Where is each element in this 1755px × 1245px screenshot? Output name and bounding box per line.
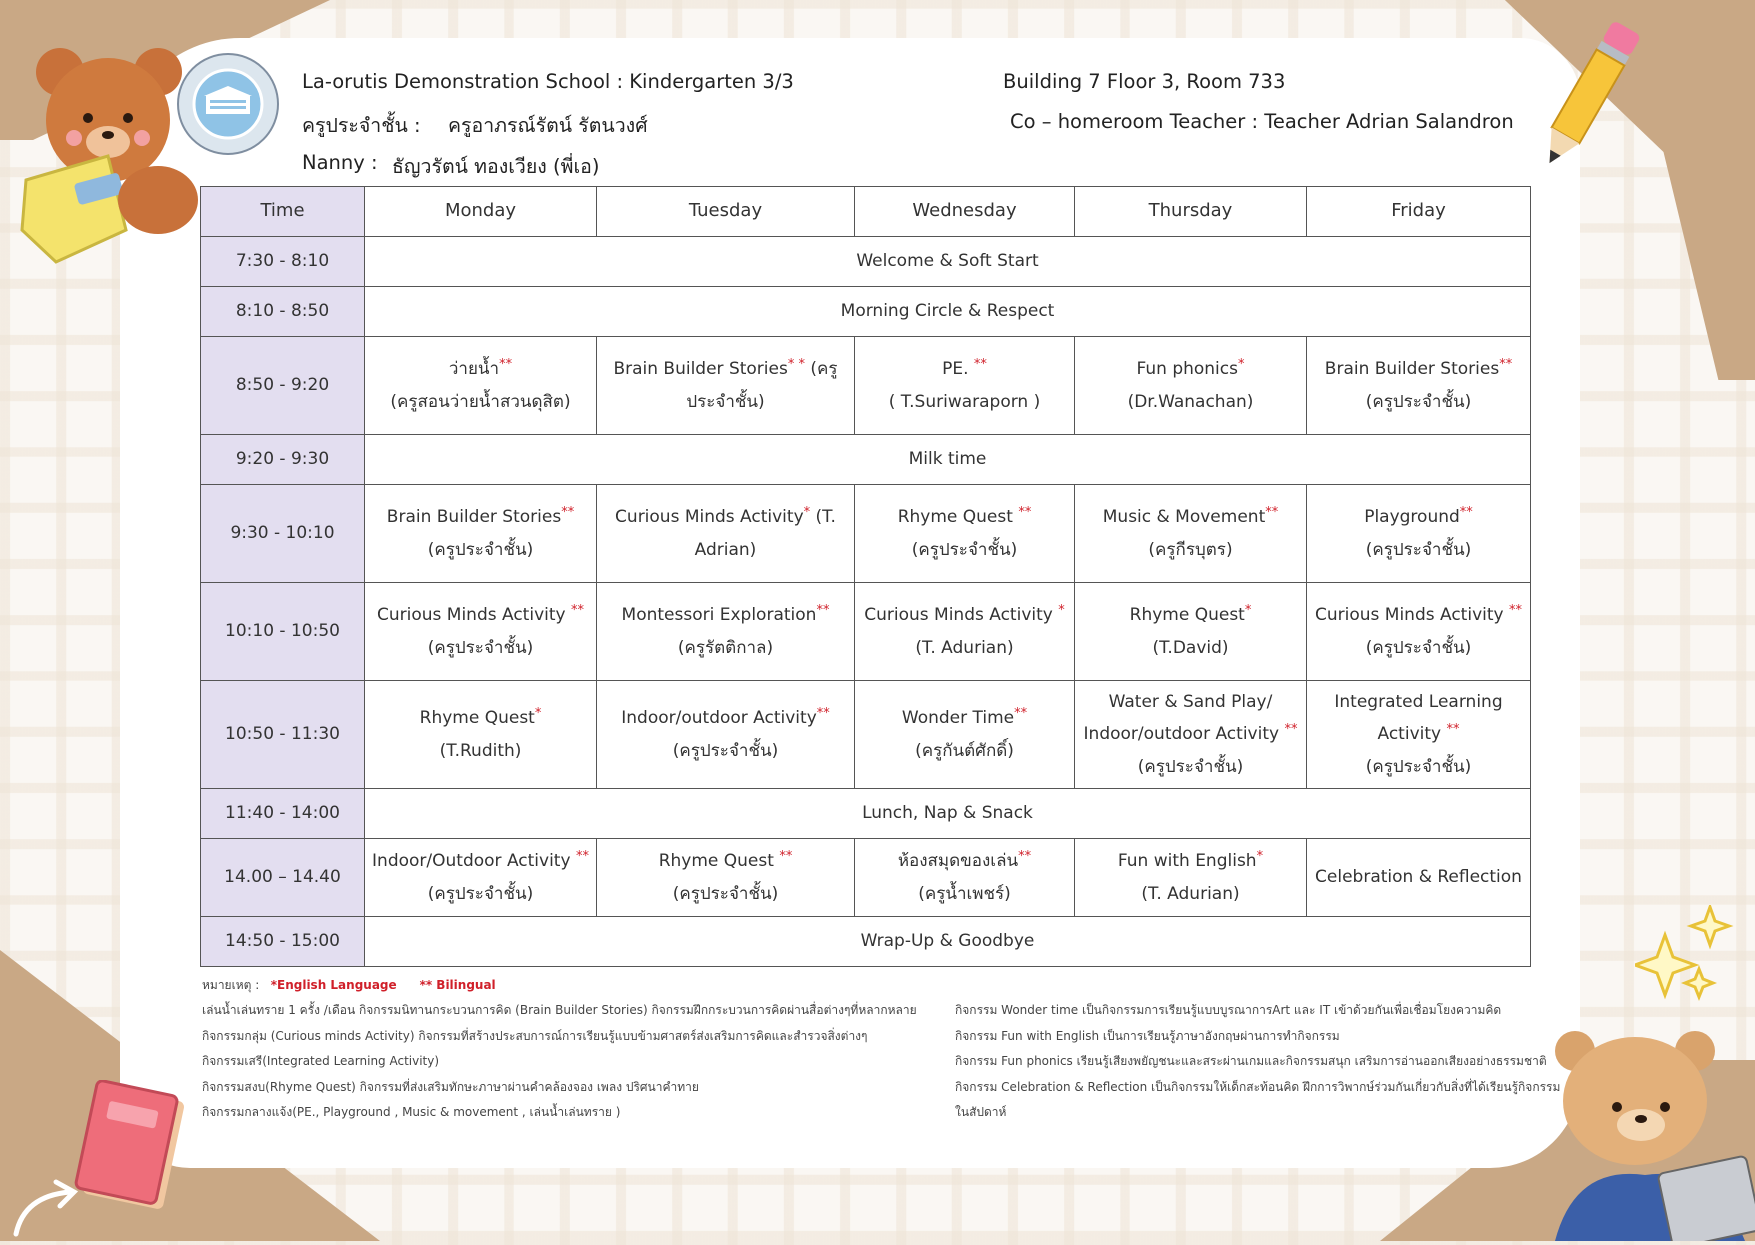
activity-cell bbox=[365, 839, 597, 917]
all-days-activity: Milk time bbox=[365, 435, 1531, 485]
language-marker: ** bbox=[816, 603, 830, 619]
activity-cell bbox=[1307, 485, 1531, 583]
note-line: กิจกรรมสงบ(Rhyme Quest) กิจกรรมที่ส่งเสริมทักษะภาษาผ่านคำคล้องจอง เพลง ปริศนาคำทาย bbox=[202, 1079, 699, 1094]
note-line: กิจกรรมกลุ่ม (Curious minds Activity) กิจกรรมที่สร้างประสบการณ์การเรียนรู้แบบข้ามศาสตร์ส่งเสริมการคิดและสำรวจสิ่งต่างๆ bbox=[202, 1028, 868, 1043]
note-line: กิจกรรมเสรี(Integrated Learning Activity) bbox=[202, 1054, 440, 1068]
column-header: Wednesday bbox=[855, 187, 1075, 237]
activity-text: Integrated Learning bbox=[1334, 692, 1503, 713]
activity-text: Curious Minds Activity bbox=[377, 605, 571, 626]
schedule-row bbox=[201, 681, 1531, 789]
activity-cell bbox=[597, 583, 855, 681]
column-header: Time bbox=[201, 187, 365, 237]
notes-right bbox=[955, 998, 1560, 1126]
schedule-row bbox=[201, 237, 1531, 287]
activity-cell bbox=[1075, 337, 1307, 435]
activity-text: (ครูน้ำเพชร์) bbox=[918, 883, 1011, 904]
activity-text: (Dr.Wanachan) bbox=[1127, 391, 1254, 412]
all-days-activity: Lunch, Nap & Snack bbox=[365, 789, 1531, 839]
time-cell: 11:40 - 14:00 bbox=[201, 789, 365, 839]
activity-cell bbox=[365, 485, 597, 583]
activity-cell bbox=[597, 839, 855, 917]
language-marker: * bbox=[1244, 603, 1252, 619]
activity-text: (ครูกีรบุตร) bbox=[1148, 539, 1233, 560]
time-cell: 7:30 - 8:10 bbox=[201, 237, 365, 287]
time-cell: 14:50 - 15:00 bbox=[201, 917, 365, 967]
language-marker: ** bbox=[1509, 603, 1522, 619]
notes-left bbox=[202, 998, 917, 1126]
activity-text: Rhyme Quest bbox=[419, 708, 535, 729]
language-marker: * bbox=[803, 505, 811, 521]
activity-text: (ครูประจำชั้น) bbox=[911, 539, 1018, 560]
note-line: กิจกรรม Wonder time เป็นกิจกรรมการเรียนรู้แบบบูรณาการArt และ IT เข้าด้วยกันเพื่อเชื่อมโยงความคิด bbox=[955, 1003, 1502, 1017]
activity-cell bbox=[365, 337, 597, 435]
time-cell: 10:10 - 10:50 bbox=[201, 583, 365, 681]
language-marker: ** bbox=[561, 505, 575, 521]
activity-text: Fun with English bbox=[1117, 851, 1257, 872]
language-marker: ** bbox=[1018, 505, 1032, 521]
pencil-icon bbox=[1530, 8, 1650, 182]
activity-text: Montessori Exploration bbox=[621, 605, 817, 626]
activity-text: ( T.Suriwaraporn ) bbox=[888, 391, 1041, 412]
language-marker: ** bbox=[1446, 722, 1460, 738]
sparkle-icon bbox=[1635, 905, 1735, 1009]
time-cell: 8:50 - 9:20 bbox=[201, 337, 365, 435]
activity-cell bbox=[365, 583, 597, 681]
language-marker: ** bbox=[499, 357, 513, 373]
activity-text: Adrian) bbox=[694, 539, 757, 560]
schedule-row bbox=[201, 917, 1531, 967]
homeroom-label: ครูประจำชั้น : bbox=[302, 114, 421, 137]
all-days-activity: Welcome & Soft Start bbox=[365, 237, 1531, 287]
activity-text: (T. bbox=[810, 507, 836, 528]
activity-text: Indoor/Outdoor Activity bbox=[372, 851, 576, 872]
language-marker: ** bbox=[1014, 706, 1028, 722]
note-line: กิจกรรม Fun with English เป็นการเรียนรู้ภาษาอังกฤษผ่านการทำกิจกรรม bbox=[955, 1028, 1340, 1043]
language-marker: ** bbox=[1284, 722, 1298, 738]
building-room: Building 7 Floor 3, Room 733 bbox=[1003, 70, 1286, 93]
activity-text: Curious Minds Activity bbox=[864, 605, 1059, 626]
activity-text: (T. Adurian) bbox=[915, 637, 1014, 658]
language-marker: ** bbox=[1018, 849, 1032, 865]
language-marker: * bbox=[534, 706, 542, 722]
activity-text: Curious Minds Activity bbox=[615, 507, 804, 528]
language-marker: * bbox=[1058, 603, 1065, 619]
activity-text: ประจำชั้น) bbox=[686, 391, 765, 412]
schedule-row bbox=[201, 435, 1531, 485]
activity-cell bbox=[365, 681, 597, 789]
activity-text: (ครูประจำชั้น) bbox=[1365, 539, 1472, 560]
activity-text: Brain Builder Stories bbox=[1324, 359, 1500, 380]
activity-text: Rhyme Quest bbox=[897, 507, 1019, 528]
note-line: ในสัปดาห์ bbox=[955, 1105, 1007, 1119]
activity-cell bbox=[855, 839, 1075, 917]
language-marker: ** bbox=[973, 357, 987, 373]
activity-text: (T.David) bbox=[1152, 637, 1229, 658]
homeroom-teacher: ครูอาภรณ์รัตน์ รัตนวงศ์ bbox=[448, 114, 648, 137]
time-cell: 14.00 – 14.40 bbox=[201, 839, 365, 917]
activity-cell bbox=[1307, 337, 1531, 435]
activity-cell bbox=[1307, 839, 1531, 917]
activity-text: Playground bbox=[1364, 507, 1460, 528]
activity-text: Brain Builder Stories bbox=[386, 507, 562, 528]
bear-laptop-icon bbox=[1545, 1015, 1755, 1245]
activity-text: (ครูประจำชั้น) bbox=[672, 883, 779, 904]
activity-text: PE. bbox=[942, 359, 974, 380]
legend-english: *English Language bbox=[270, 978, 397, 992]
activity-text: (ครู bbox=[804, 359, 838, 380]
activity-text: Water & Sand Play/ bbox=[1108, 692, 1273, 713]
school-title: La-orutis Demonstration School : Kindergarten 3/3 bbox=[302, 70, 794, 93]
language-marker: * * bbox=[787, 357, 805, 373]
column-header: Monday bbox=[365, 187, 597, 237]
activity-text: (ครูประจำชั้น) bbox=[427, 637, 534, 658]
activity-text: ว่ายน้ำ bbox=[448, 359, 500, 380]
activity-text: (ครูประจำชั้น) bbox=[1365, 391, 1472, 412]
note-line: เล่นน้ำเล่นทราย 1 ครั้ง /เดือน กิจกรรมนิทานกระบวนการคิด (Brain Builder Stories) กิจกรรมฝึกกระบวนการคิดผ่านสื่อต่างๆที่หลากหลาย bbox=[202, 1003, 917, 1017]
schedule-row bbox=[201, 485, 1531, 583]
activity-text: Indoor/outdoor Activity bbox=[621, 708, 817, 729]
activity-cell bbox=[1307, 681, 1531, 789]
column-header: Friday bbox=[1307, 187, 1531, 237]
activity-cell bbox=[597, 485, 855, 583]
activity-text: (ครูประจำชั้น) bbox=[1137, 756, 1244, 777]
language-marker: * bbox=[1256, 849, 1264, 865]
activity-text: Rhyme Quest bbox=[1129, 605, 1245, 626]
header-row bbox=[201, 187, 1531, 237]
activity-text: Indoor/outdoor Activity bbox=[1083, 724, 1285, 745]
activity-cell bbox=[1075, 839, 1307, 917]
legend bbox=[202, 973, 496, 999]
schedule-row bbox=[201, 789, 1531, 839]
activity-text: Rhyme Quest bbox=[658, 851, 780, 872]
time-cell: 8:10 - 8:50 bbox=[201, 287, 365, 337]
arrow-icon bbox=[10, 1178, 90, 1242]
schedule-row bbox=[201, 583, 1531, 681]
activity-text: (T. Adurian) bbox=[1141, 883, 1240, 904]
time-cell: 9:30 - 10:10 bbox=[201, 485, 365, 583]
language-marker: ** bbox=[816, 706, 830, 722]
activity-cell bbox=[855, 681, 1075, 789]
activity-text: Curious Minds Activity bbox=[1315, 605, 1509, 626]
language-marker: ** bbox=[1459, 505, 1473, 521]
activity-text: (ครูประจำชั้น) bbox=[427, 539, 534, 560]
language-marker: ** bbox=[1265, 505, 1279, 521]
co-homeroom-teacher: Co – homeroom Teacher : Teacher Adrian Salandron bbox=[1010, 110, 1514, 133]
schedule-table bbox=[200, 186, 1531, 967]
language-marker: ** bbox=[779, 849, 793, 865]
activity-text: Brain Builder Stories bbox=[613, 359, 788, 380]
activity-text: (ครูรัตติกาล) bbox=[677, 637, 774, 658]
nanny-label: Nanny : bbox=[302, 151, 378, 174]
nanny-name: ธัญวรัตน์ ทองเวียง (พี่เอ) bbox=[392, 155, 600, 178]
bear-reading-icon bbox=[8, 30, 208, 274]
schedule-row bbox=[201, 337, 1531, 435]
time-cell: 10:50 - 11:30 bbox=[201, 681, 365, 789]
legend-prefix: หมายเหตุ : bbox=[202, 978, 260, 992]
legend-bilingual: ** Bilingual bbox=[419, 978, 496, 992]
activity-cell bbox=[855, 337, 1075, 435]
language-marker: * bbox=[1237, 357, 1245, 373]
all-days-activity: Wrap-Up & Goodbye bbox=[365, 917, 1531, 967]
note-line: กิจกรรมกลางแจ้ง(PE., Playground , Music & movement , เล่นน้ำเล่นทราย ) bbox=[202, 1105, 621, 1119]
activity-text: Fun phonics bbox=[1136, 359, 1238, 380]
column-header: Thursday bbox=[1075, 187, 1307, 237]
schedule-row bbox=[201, 839, 1531, 917]
activity-cell bbox=[855, 583, 1075, 681]
activity-cell bbox=[1075, 583, 1307, 681]
activity-cell bbox=[855, 485, 1075, 583]
activity-text: ห้องสมุดของเล่น bbox=[897, 851, 1019, 872]
activity-text: Music & Movement bbox=[1102, 507, 1266, 528]
column-header: Tuesday bbox=[597, 187, 855, 237]
activity-text: (ครูประจำชั้น) bbox=[1365, 637, 1472, 658]
language-marker: ** bbox=[1499, 357, 1513, 373]
schedule-row bbox=[201, 287, 1531, 337]
note-line: กิจกรรม Fun phonics เรียนรู้เสียงพยัญชนะและสระผ่านเกมและกิจกรรมสนุก เสริมการอ่านออกเสียงอย่างธรรมชาติ bbox=[955, 1054, 1547, 1068]
activity-cell bbox=[1307, 583, 1531, 681]
time-cell: 9:20 - 9:30 bbox=[201, 435, 365, 485]
activity-text: (ครูสอนว่ายน้ำสวนดุสิต) bbox=[390, 391, 571, 412]
activity-cell bbox=[597, 681, 855, 789]
activity-text: (ครูประจำชั้น) bbox=[672, 740, 779, 761]
activity-cell bbox=[597, 337, 855, 435]
activity-cell bbox=[1075, 485, 1307, 583]
language-marker: ** bbox=[571, 603, 584, 619]
activity-text: (ครูกันต์ศักดิ์) bbox=[915, 740, 1014, 761]
activity-text: Wonder Time bbox=[901, 708, 1015, 729]
activity-cell bbox=[1075, 681, 1307, 789]
note-line: กิจกรรม Celebration & Reflection เป็นกิจกรรมให้เด็กสะท้อนคิด ฝึกการวิพากษ์ร่วมกันเกี่ยวกับสิ่งที่ได้เรียนรู้กิจกรรม bbox=[955, 1079, 1561, 1094]
activity-text: (ครูประจำชั้น) bbox=[1365, 756, 1472, 777]
activity-text: (T.Rudith) bbox=[439, 740, 522, 761]
activity-text: Celebration & Reflection bbox=[1315, 867, 1522, 888]
activity-text: Activity bbox=[1377, 724, 1447, 745]
activity-text: (ครูประจำชั้น) bbox=[427, 883, 534, 904]
all-days-activity: Morning Circle & Respect bbox=[365, 287, 1531, 337]
language-marker: ** bbox=[575, 849, 589, 865]
